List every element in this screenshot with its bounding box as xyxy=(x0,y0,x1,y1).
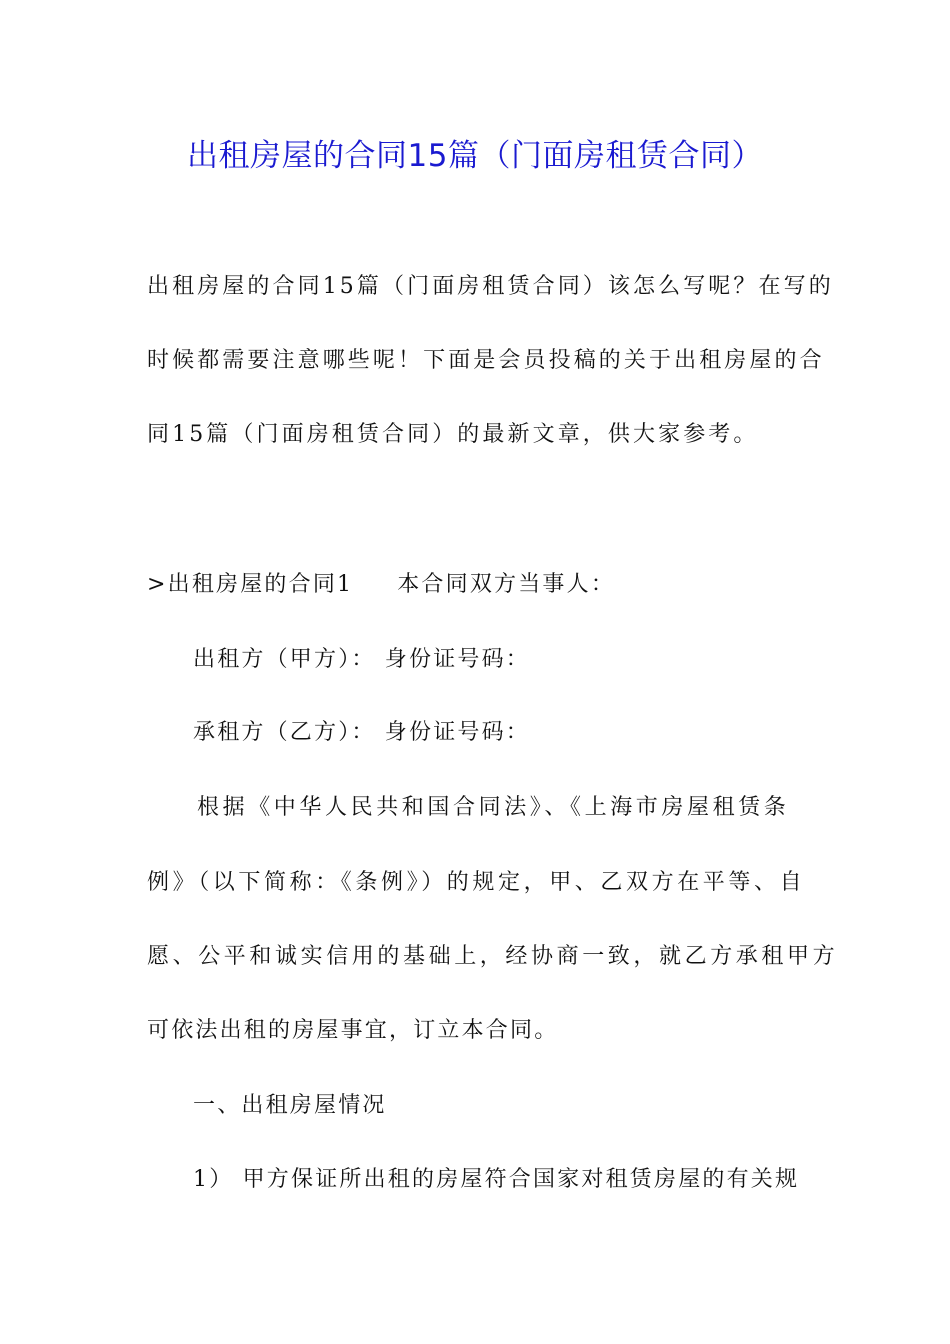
lessor-line: 出租方（甲方）： 身份证号码： xyxy=(193,647,530,672)
basis-line-1: 根据《中华人民共和国合同法》、《上海市房屋租赁条 xyxy=(197,795,790,820)
basis-line-2: 例》（以下简称：《条例》）的规定，甲、乙双方在平等、自 xyxy=(147,870,806,895)
clause-one-heading: 一、出租房屋情况 xyxy=(193,1093,387,1118)
lessee-line: 承租方（乙方）： 身份证号码： xyxy=(193,720,530,745)
intro-line-3: 同15篇（门面房租赁合同）的最新文章，供大家参考。 xyxy=(147,422,759,447)
document-title: 出租房屋的合同15篇（门面房租赁合同） xyxy=(187,138,763,174)
clause-one-item: 1） 甲方保证所出租的房屋符合国家对租赁房屋的有关规 xyxy=(193,1167,800,1192)
basis-line-4: 可依法出租的房屋事宜，订立本合同。 xyxy=(147,1018,559,1043)
section-heading-line xyxy=(147,570,615,600)
intro-line-1: 出租房屋的合同15篇（门面房租赁合同）该怎么写呢？在写的 xyxy=(147,274,834,299)
intro-line-2: 时候都需要注意哪些呢！下面是会员投稿的关于出租房屋的合 xyxy=(147,348,825,373)
basis-line-3: 愿、公平和诚实信用的基础上，经协商一致，就乙方承租甲方 xyxy=(147,944,839,969)
section-heading: >出租房屋的合同1 xyxy=(147,572,354,597)
parties-intro: 本合同双方当事人： xyxy=(397,572,616,597)
